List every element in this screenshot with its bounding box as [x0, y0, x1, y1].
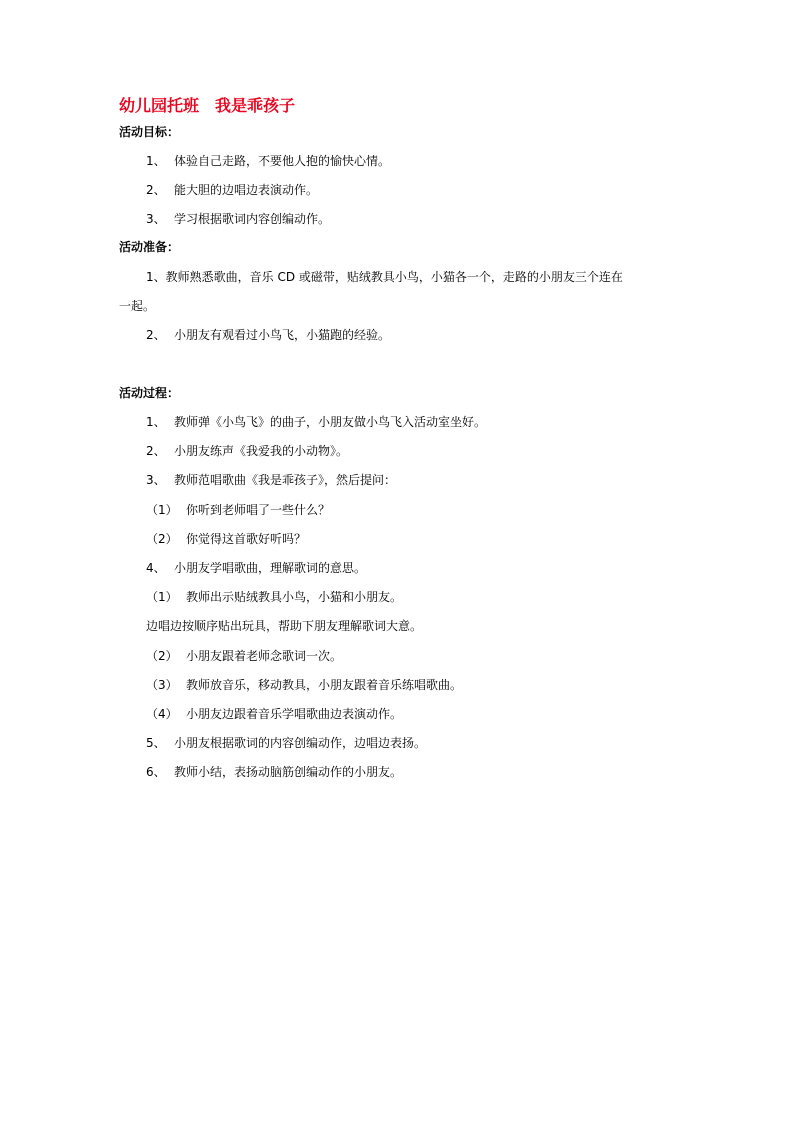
process-subitem-number: （2）: [146, 649, 178, 663]
goal-item-number: 1、: [146, 154, 166, 168]
process-subitem-number: （1）: [146, 590, 178, 604]
process-subitem-text: 你听到老师唱了一些什么？: [186, 503, 331, 517]
process-subitem: [146, 648, 342, 664]
process-item-text: 小朋友学唱歌曲，理解歌词的意思。: [174, 561, 367, 575]
goal-item-text: 学习根据歌词内容创编动作。: [174, 212, 331, 226]
goal-item-number: 2、: [146, 183, 166, 197]
prep-item-number: 2、: [146, 328, 166, 342]
process-item-text: 小朋友练声《我爱我的小动物》。: [174, 444, 349, 458]
process-subitem: [146, 589, 402, 605]
process-subitem-text: 小朋友边跟着音乐学唱歌曲边表演动作。: [186, 707, 403, 721]
process-item-text: 教师小结，表扬动脑筋创编动作的小朋友。: [174, 765, 403, 779]
process-subitem-number: （1）: [146, 503, 178, 517]
process-item-number: 1、: [146, 415, 166, 429]
process-subitem-number: （2）: [146, 532, 178, 546]
process-subitem: [146, 502, 330, 518]
process-subitem-number: （3）: [146, 678, 178, 692]
prep-heading: 活动准备：: [119, 240, 180, 254]
process-item-number: 3、: [146, 473, 166, 487]
process-item-text: 教师范唱歌曲《我是乖孩子》，然后提问：: [174, 473, 397, 487]
prep-item-line-continued: 一起。: [119, 299, 156, 313]
goal-item: [146, 182, 318, 198]
process-item: [146, 472, 396, 488]
process-item-number: 5、: [146, 736, 166, 750]
prep-item: [146, 327, 390, 343]
process-heading: 活动过程：: [119, 386, 180, 400]
process-item: [146, 414, 486, 430]
process-subitem-text: 你觉得这首歌好听吗？: [186, 532, 307, 546]
process-item-number: 4、: [146, 561, 166, 575]
goal-item-text: 能大胆的边唱边表演动作。: [174, 183, 319, 197]
process-item: [146, 764, 402, 780]
process-paragraph: 边唱边按顺序贴出玩具，帮助下朋友理解歌词大意。: [146, 619, 423, 633]
process-item-number: 2、: [146, 444, 166, 458]
process-subitem: [146, 677, 462, 693]
prep-item-line: 1、教师熟悉歌曲，音乐 CD 或磁带，贴绒教具小鸟，小猫各一个，走路的小朋友三个连在: [146, 270, 623, 284]
process-subitem: [146, 531, 306, 547]
goal-item: [146, 211, 330, 227]
prep-item-text: 小朋友有观看过小鸟飞，小猫跑的经验。: [174, 328, 391, 342]
process-item: [146, 735, 426, 751]
goal-item-text: 体验自己走路，不要他人抱的愉快心情。: [174, 154, 391, 168]
process-item-text: 小朋友根据歌词的内容创编动作，边唱边表扬。: [174, 736, 427, 750]
process-item-text: 教师弹《小鸟飞》的曲子，小朋友做小鸟飞入活动室坐好。: [174, 415, 487, 429]
goal-item: [146, 153, 390, 169]
goal-item-number: 3、: [146, 212, 166, 226]
document-title: 幼儿园托班 我是乖孩子: [119, 96, 296, 115]
process-item: [146, 560, 366, 576]
process-item: [146, 443, 348, 459]
process-subitem-text: 教师出示贴绒教具小鸟，小猫和小朋友。: [186, 590, 403, 604]
process-subitem-text: 教师放音乐，移动教具，小朋友跟着音乐练唱歌曲。: [186, 678, 463, 692]
process-subitem: [146, 706, 402, 722]
process-item-number: 6、: [146, 765, 166, 779]
process-subitem-text: 小朋友跟着老师念歌词一次。: [186, 649, 343, 663]
goals-heading: 活动目标：: [119, 125, 180, 139]
process-subitem-number: （4）: [146, 707, 178, 721]
